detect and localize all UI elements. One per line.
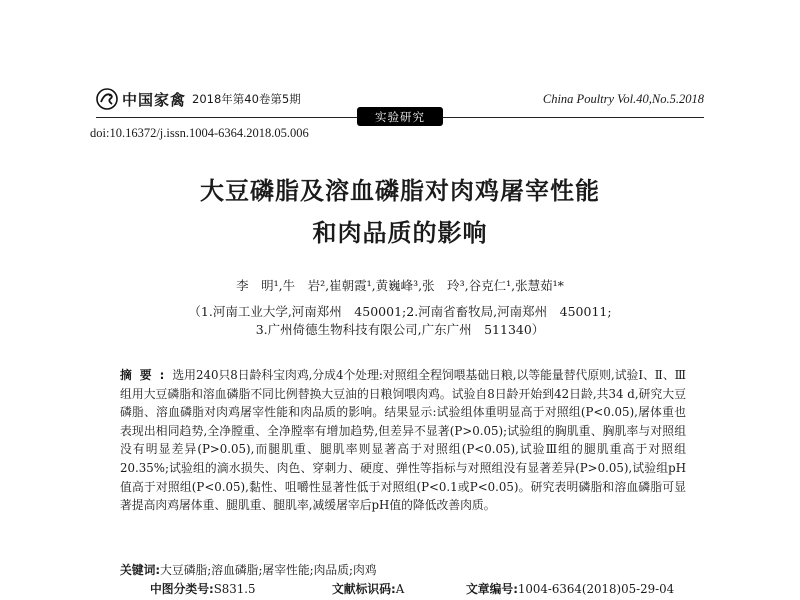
article-number [466,580,674,597]
article-no-label: 文章编号: [466,582,518,596]
author-list: 李 明¹,牛 岩²,崔朝霞¹,黄巍峰³,张 玲³,谷克仁¹,张慧茹¹* [236,278,564,293]
abstract-label: 摘要: [120,368,173,382]
journal-masthead [96,86,301,112]
title-line-2: 和肉品质的影响 [312,219,488,247]
section-label: 实验研究 [357,107,443,126]
affiliation-line-2: 3.广州倚德生物科技有限公司,广东广州 511340） [255,322,545,337]
clc-label: 中图分类号: [150,582,214,596]
document-code [332,580,404,597]
affiliation-line-1: （1.河南工业大学,河南郑州 450001;2.河南省畜牧局,河南郑州 450011; [188,304,612,319]
title-line-1: 大豆磷脂及溶血磷脂对肉鸡屠宰性能 [200,177,600,205]
journal-logo-icon [96,88,118,110]
abstract [120,366,686,515]
keywords-text: 大豆磷脂;溶血磷脂;屠宰性能;肉品质;肉鸡 [160,563,377,577]
clc-value: S831.5 [213,582,256,596]
issue-info-en: China Poultry Vol.40,No.5.2018 [542,92,704,106]
doc-code-label: 文献标识码: [332,582,396,596]
doi-line: doi:10.16372/j.issn.1004-6364.2018.05.006 [90,126,309,140]
abstract-text: 选用240只8日龄科宝肉鸡,分成4个处理:对照组全程饲喂基础日粮,以等能量替代原则,试验Ⅰ、Ⅱ、Ⅲ组用大豆磷脂和溶血磷脂不同比例替换大豆油的日粮饲喂肉鸡。试验自8日龄开始到42日龄,共34 d,研究大豆磷脂、溶血磷脂对肉鸡屠宰性能和肉品质的影响。结果显示:试验组体重明显高于对照组(P<0.05),屠体重也表现出相同趋势,全净膛重、全净膛率有增加趋势,但差异不显著(P>0.05);试验组的胸肌重、胸肌率与对照组没有明显差异(P>0.05),而腿肌重、腿肌率则显著高于对照组(P<0.05),试验Ⅲ组的腿肌重高于对照组20.35%;试验组的滴水损失、肉色、穿刺力、硬度、弹性等指标与对照组没有显著差异(P>0.05),试验组pH值高于对照组(P<0.05),黏性、咀嚼性显著性低于对照组(P<0.1或P<0.05)。研究表明磷脂和溶血磷脂可显著提高肉鸡屠体重、腿肌重、腿肌率,减缓屠宰后pH值的降低改善肉质。 [120,368,686,513]
issue-info-cn: 2018年第40卷第5期 [192,92,301,106]
keywords [120,561,686,578]
article-no-value: 1004-6364(2018)05-29-04 [517,582,675,596]
journal-logo-text: 中国家禽 [122,90,187,109]
clc-number [150,580,256,597]
article-title [100,170,700,254]
keywords-label: 关键词: [120,563,161,577]
doc-code-value: A [395,582,405,596]
